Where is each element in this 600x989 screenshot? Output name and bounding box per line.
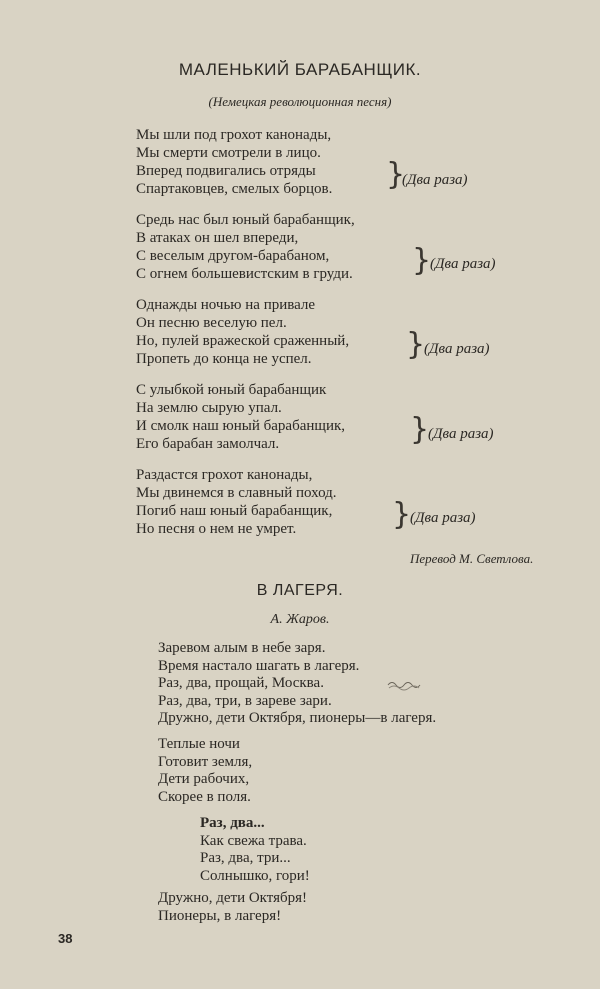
translator-credit: Перевод М. Светлова. xyxy=(410,551,534,566)
verse-line: На землю сырую упал. xyxy=(136,400,282,416)
verse-line: С огнем большевистским в груди. xyxy=(136,266,353,282)
stanza-5 xyxy=(136,466,337,538)
verse-line: Вперед подвигались отряды xyxy=(136,163,316,179)
verse-line: Раздастся грохот канонады, xyxy=(136,467,313,483)
verse-line: Мы шли под грохот канонады, xyxy=(136,127,332,143)
verse-line: Готовит земля, xyxy=(158,753,253,770)
smudge-ornament-icon xyxy=(386,679,422,691)
verse-line: И смолк наш юный барабанщик, xyxy=(136,418,346,434)
verse-line: Солнышко, гори! xyxy=(200,867,310,884)
page-number: 38 xyxy=(58,931,73,946)
verse-line: В атаках он шел впереди, xyxy=(136,230,299,246)
brace-icon: } xyxy=(406,327,426,362)
verse-line: С веселым другом-барабаном, xyxy=(136,248,330,264)
verse-line: Спартаковцев, смелых борцов. xyxy=(136,181,333,197)
verse-line: Средь нас был юный барабанщик, xyxy=(136,212,355,228)
brace-icon: } xyxy=(412,243,432,278)
verse-line: Заревом алым в небе заря. xyxy=(158,640,326,656)
stanza-2 xyxy=(136,211,355,283)
song-title-drummer: МАЛЕНЬКИЙ БАРАБАНЩИК. xyxy=(178,60,422,79)
verse-line: Пионеры, в лагеря! xyxy=(158,907,282,924)
author-credit: А. Жаров. xyxy=(270,612,330,627)
verse-line: С улыбкой юный барабанщик xyxy=(136,382,327,398)
stanza-4 xyxy=(136,381,345,453)
repeat-note: (Два раза) xyxy=(424,341,490,357)
verse-line: Теплые ночи xyxy=(158,736,240,752)
verse-line: Раз, два, прощай, Москва. xyxy=(158,675,324,691)
verse-line: Его барабан замолчал. xyxy=(136,436,280,452)
stanza-3 xyxy=(136,296,349,368)
verse-line: Дружно, дети Октября, пионеры—в лагеря. xyxy=(158,710,437,726)
verse-line: Погиб наш юный барабанщик, xyxy=(136,503,333,519)
repeat-note: (Два раза) xyxy=(428,426,494,442)
camps-stanza-3 xyxy=(200,815,310,885)
verse-line: Но, пулей вражеской сраженный, xyxy=(136,333,350,349)
refrain-line: Раз, два... xyxy=(200,815,265,831)
repeat-note: (Два раза) xyxy=(430,256,496,272)
verse-line: Пропеть до конца не успел. xyxy=(136,351,312,367)
repeat-note: (Два раза) xyxy=(402,172,468,188)
verse-line: Мы смерти смотрели в лицо. xyxy=(136,145,321,161)
verse-line: Время настало шагать в лагеря. xyxy=(158,657,360,674)
camps-stanza-2 xyxy=(158,736,252,806)
verse-line: Дети рабочих, xyxy=(158,771,250,787)
verse-line: Однажды ночью на привале xyxy=(136,297,316,313)
repeat-note: (Два раза) xyxy=(410,510,476,526)
brace-icon: } xyxy=(386,157,406,192)
camps-stanza-4 xyxy=(158,890,307,925)
verse-line: Как свежа трава. xyxy=(200,832,307,849)
brace-icon: } xyxy=(392,497,412,532)
song-subtitle: (Немецкая революционная песня) xyxy=(208,94,392,109)
verse-line: Мы двинемся в славный поход. xyxy=(136,485,337,501)
verse-line: Дружно, дети Октября! xyxy=(158,890,308,906)
verse-line: Но песня о нем не умрет. xyxy=(136,521,297,537)
song-title-camps: В ЛАГЕРЯ. xyxy=(256,582,344,599)
verse-line: Скорее в поля. xyxy=(158,788,251,805)
verse-line: Раз, два, три, в зареве зари. xyxy=(158,692,332,709)
verse-line: Он песню веселую пел. xyxy=(136,315,287,331)
stanza-1 xyxy=(136,126,332,198)
verse-line: Раз, два, три... xyxy=(200,850,291,866)
brace-icon: } xyxy=(410,412,430,447)
